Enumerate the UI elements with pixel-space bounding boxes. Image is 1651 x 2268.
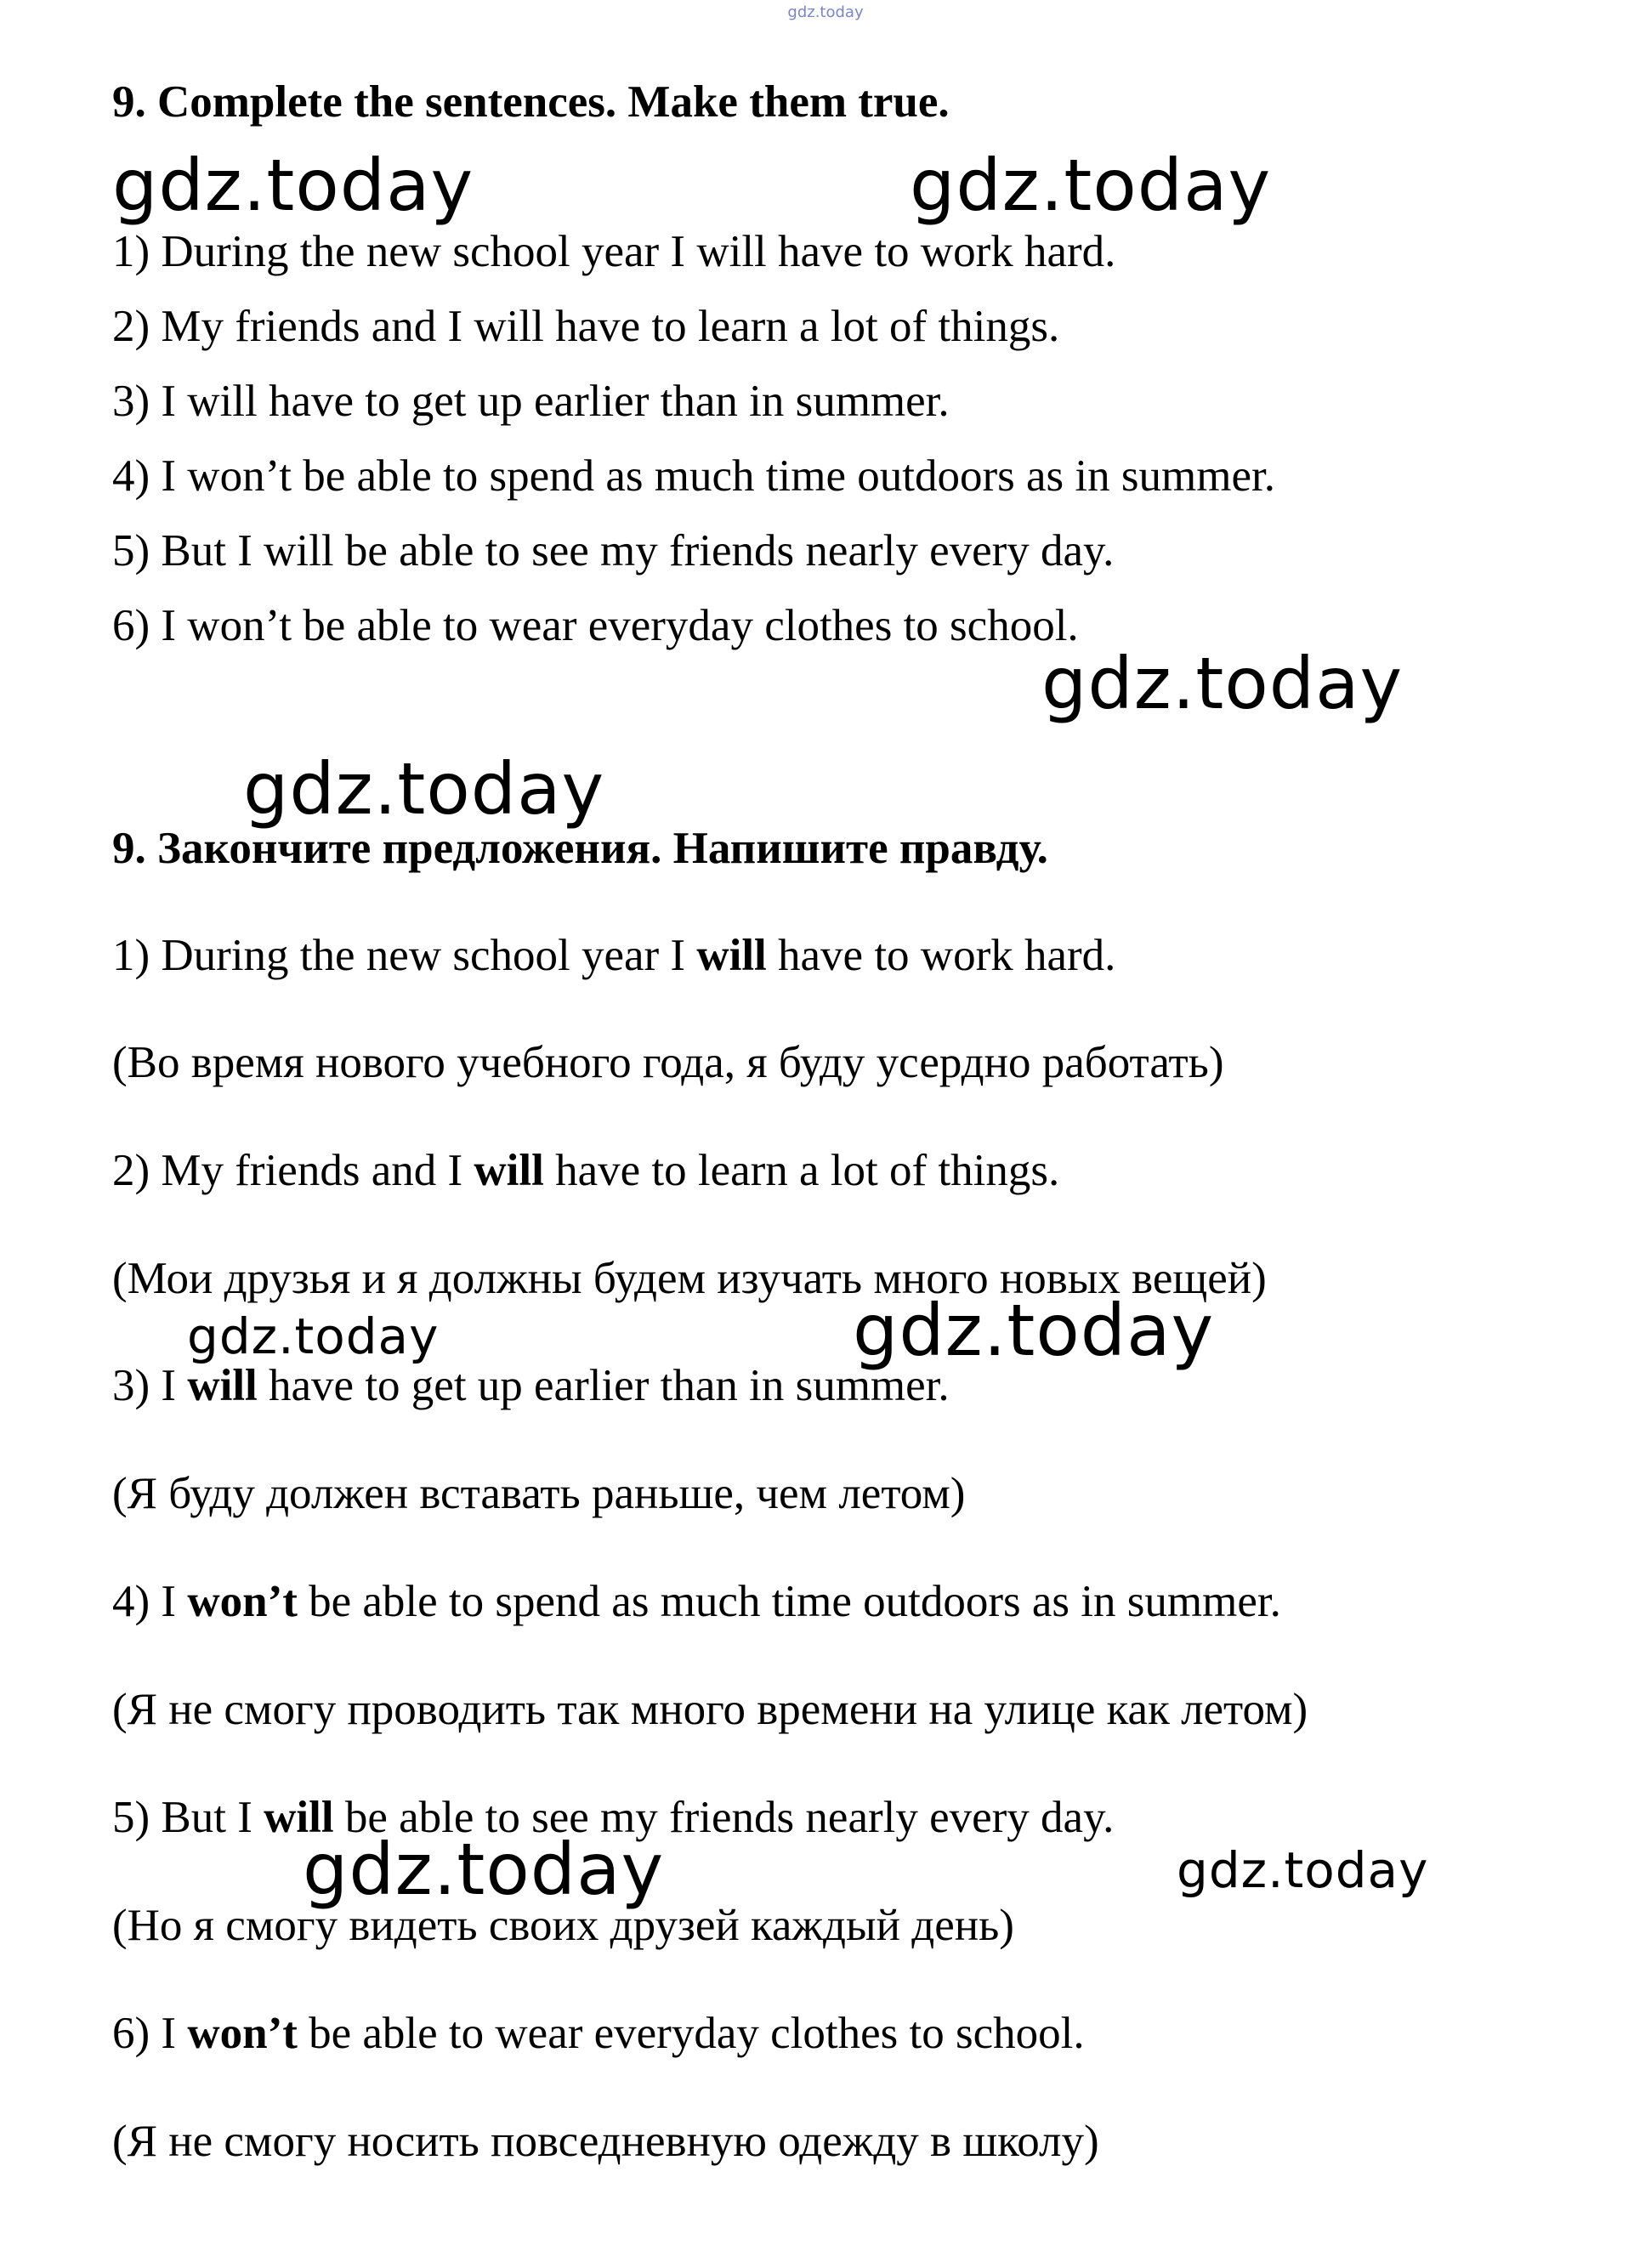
- watermark: gdz.today: [112, 144, 474, 227]
- watermark: gdz.today: [853, 1289, 1215, 1372]
- translation-5: (Но я смогу видеть своих друзей каждый день): [112, 1901, 1014, 1950]
- answer-5-suffix: be able to see my friends nearly every day.: [333, 1793, 1115, 1842]
- answer-2: [112, 1145, 1059, 1196]
- sentence-en-5: 5) But I will be able to see my friends nearly every day.: [112, 526, 1115, 576]
- answer-2-bold: will: [474, 1146, 544, 1195]
- sentence-en-4: 4) I won’t be able to spend as much time outdoors as in summer.: [112, 451, 1275, 501]
- answer-3-bold: will: [187, 1361, 258, 1410]
- answer-6-suffix: be able to wear everyday clothes to school.: [297, 2009, 1085, 2058]
- sentence-en-1: 1) During the new school year I will have to work hard.: [112, 227, 1116, 276]
- answer-3-suffix: have to get up earlier than in summer.: [257, 1361, 950, 1410]
- watermark: gdz.today: [1177, 1841, 1429, 1899]
- answer-4-prefix: 4) I: [112, 1577, 188, 1626]
- watermark: gdz.today: [187, 1307, 440, 1365]
- sentence-en-2: 2) My friends and I will have to learn a lot of things.: [112, 302, 1060, 351]
- answer-4: [112, 1576, 1281, 1627]
- translation-1: (Во время нового учебного года, я буду усердно работать): [112, 1038, 1224, 1087]
- answer-5-bold: will: [264, 1793, 334, 1842]
- answer-6: [112, 2008, 1085, 2059]
- translation-6: (Я не смогу носить повседневную одежду в школу): [112, 2117, 1099, 2166]
- translation-4: (Я не смогу проводить так много времени на улице как летом): [112, 1685, 1308, 1734]
- answer-3: [112, 1360, 950, 1411]
- answer-3-prefix: 3) I: [112, 1361, 188, 1410]
- answer-1-prefix: 1) During the new school year I: [112, 931, 697, 980]
- answer-4-bold: won’t: [187, 1577, 298, 1626]
- translation-2: (Мои друзья и я должны будем изучать много новых вещей): [112, 1254, 1267, 1303]
- watermark: gdz.today: [243, 747, 605, 831]
- answer-1: [112, 930, 1115, 981]
- watermark: gdz.today: [910, 144, 1272, 227]
- answer-5-prefix: 5) But I: [112, 1793, 264, 1842]
- watermark: gdz.today: [1041, 642, 1404, 725]
- watermark: gdz.today: [303, 1828, 665, 1911]
- sentence-en-6: 6) I won’t be able to wear everyday clothes to school.: [112, 601, 1079, 650]
- answer-2-prefix: 2) My friends and I: [112, 1146, 474, 1195]
- site-caption: gdz.today: [787, 3, 864, 21]
- answer-1-suffix: have to work hard.: [766, 931, 1116, 980]
- answer-2-suffix: have to learn a lot of things.: [543, 1146, 1060, 1195]
- answer-4-suffix: be able to spend as much time outdoors as in summer.: [297, 1577, 1281, 1626]
- translation-3: (Я буду должен вставать раньше, чем летом): [112, 1469, 966, 1518]
- exercise-title-ru: 9. Закончите предложения. Напишите правду.: [112, 824, 1048, 873]
- sentence-en-3: 3) I will have to get up earlier than in summer.: [112, 377, 950, 426]
- exercise-title-en: 9. Complete the sentences. Make them true.: [112, 77, 950, 127]
- answer-1-bold: will: [696, 931, 767, 980]
- answer-6-bold: won’t: [187, 2009, 298, 2058]
- answer-6-prefix: 6) I: [112, 2009, 188, 2058]
